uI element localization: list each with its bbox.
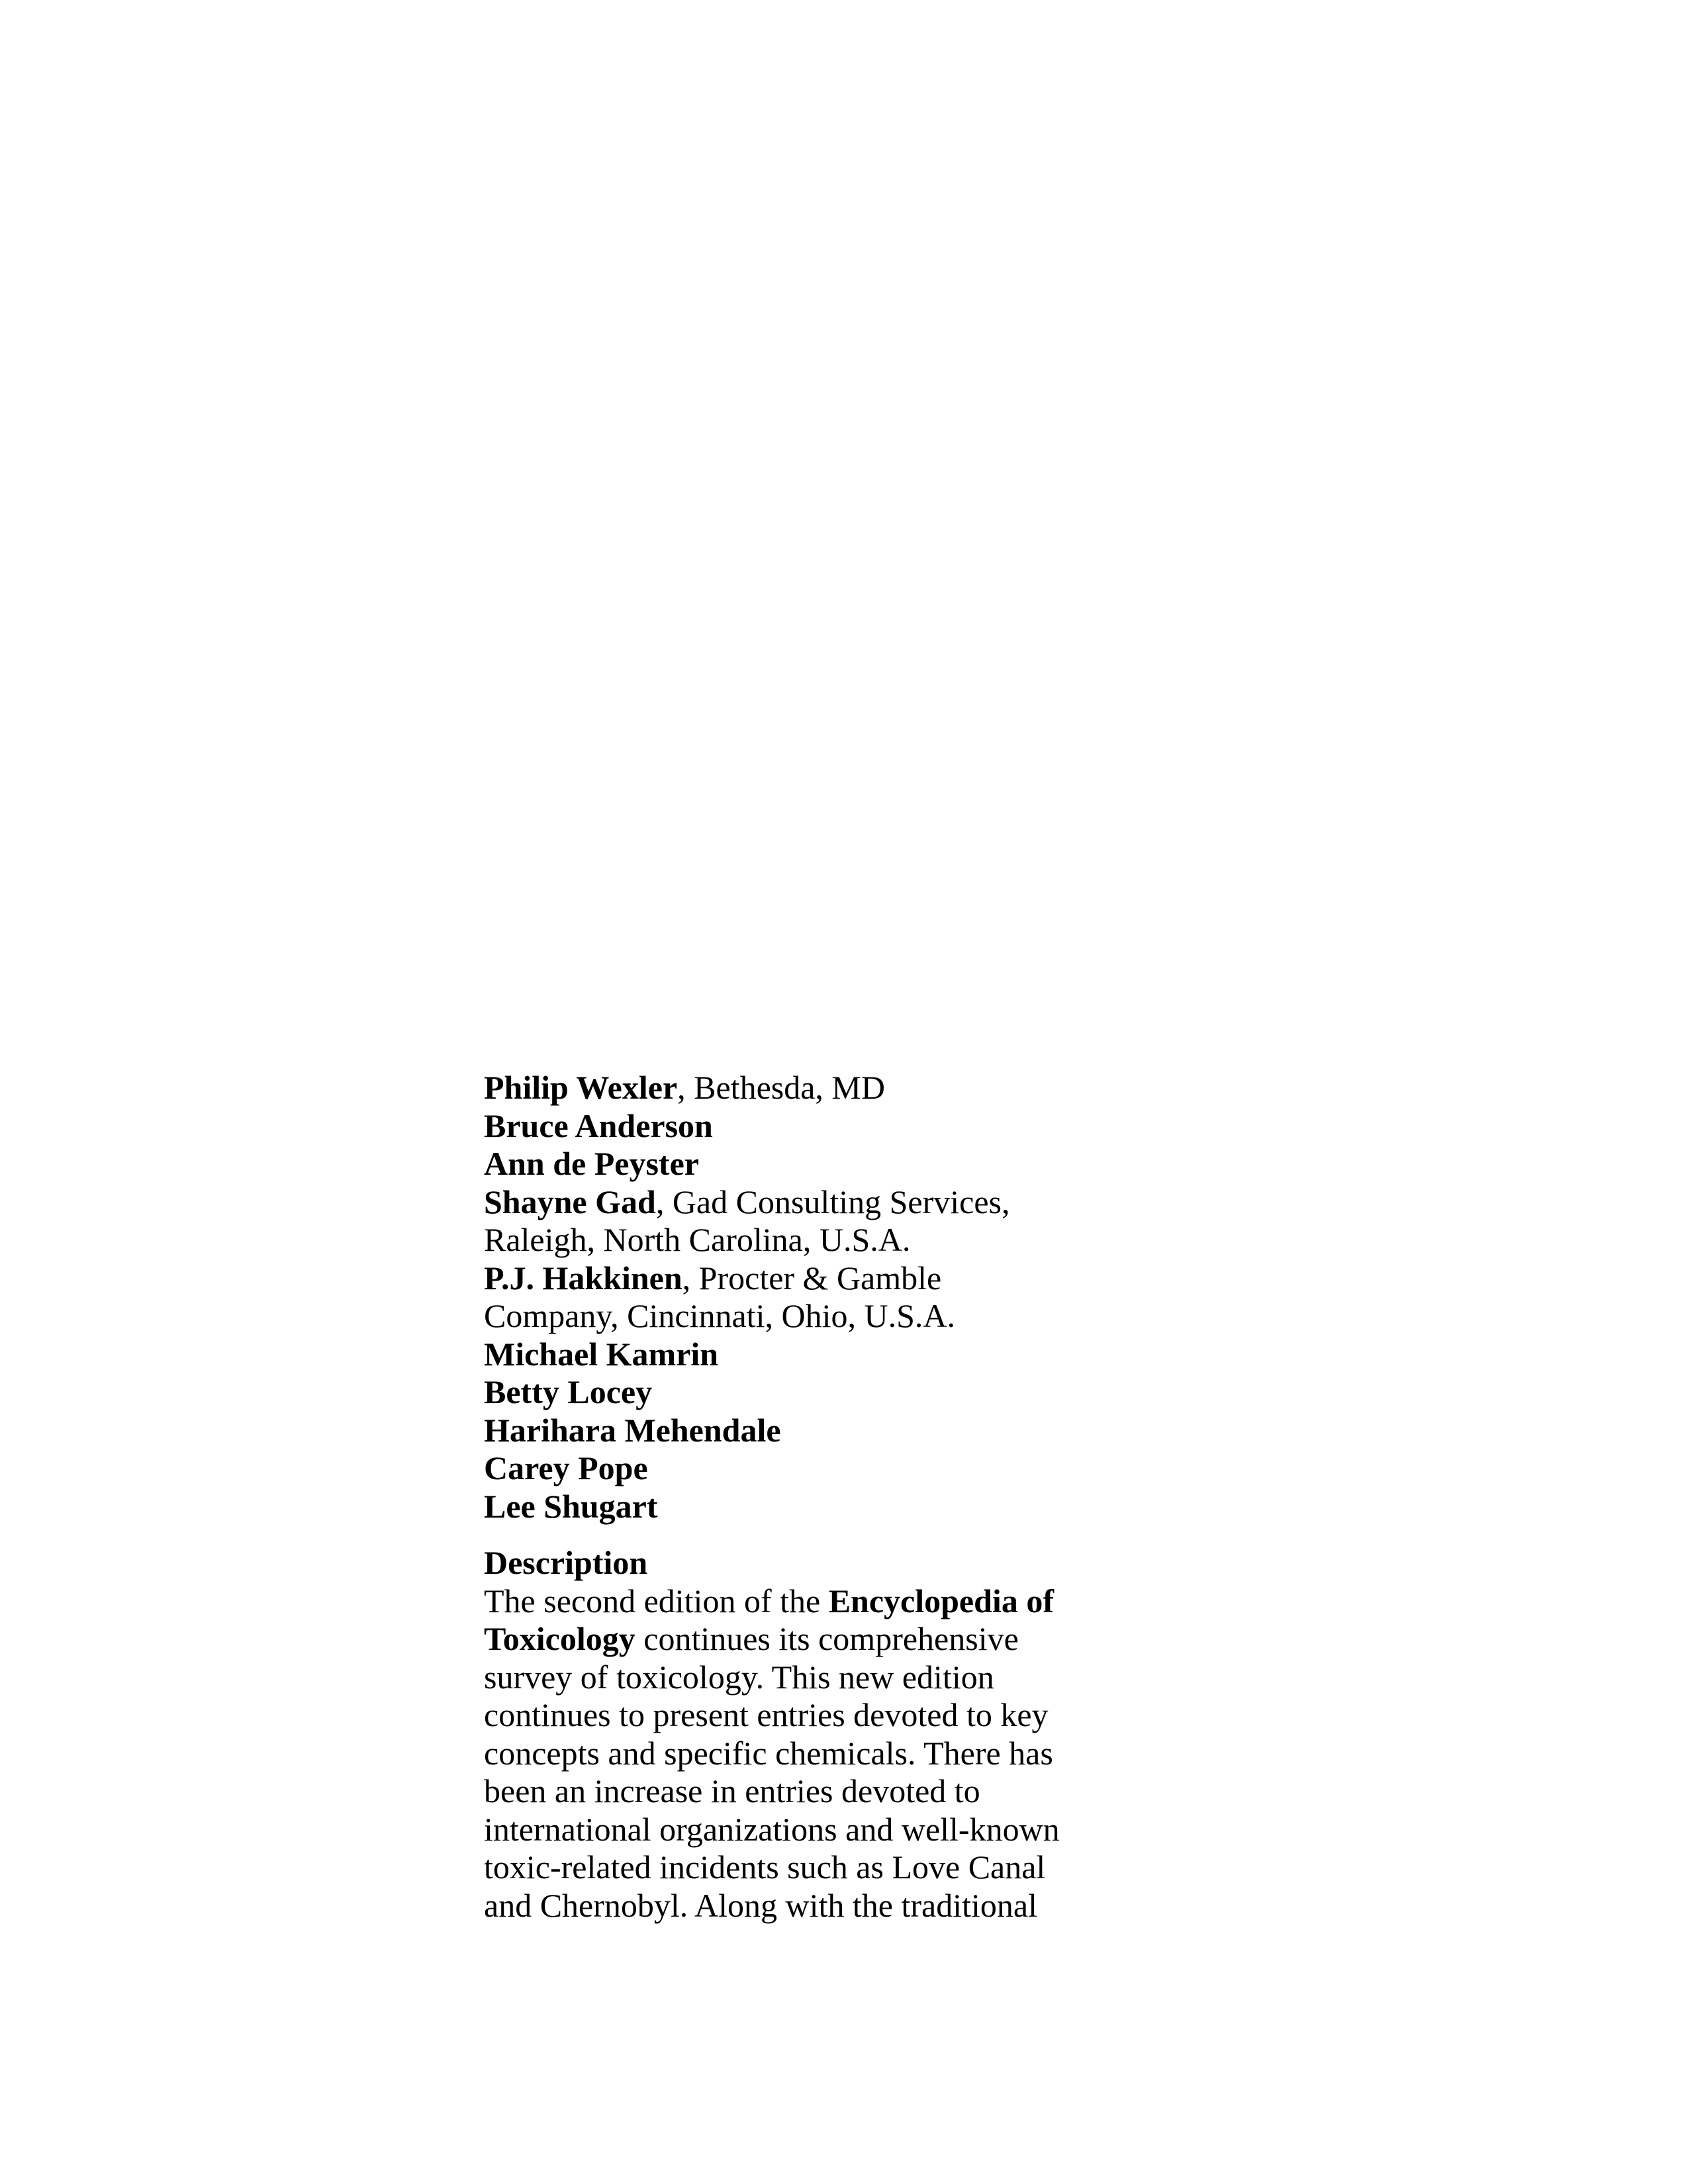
contributor-name: Michael Kamrin — [484, 1335, 719, 1373]
book-title: Toxicology — [484, 1620, 635, 1657]
document-column — [484, 1069, 1146, 1925]
contributor-line — [484, 1183, 1146, 1222]
description-line: toxic-related incidents such as Love Canal — [484, 1848, 1046, 1886]
contributor-line — [484, 1259, 1146, 1298]
contributor-affiliation: , Procter & Gamble — [682, 1259, 942, 1297]
description-line: survey of toxicology. This new edition — [484, 1658, 994, 1696]
contributor-name: Philip Wexler — [484, 1069, 678, 1106]
contributor-name: Ann de Peyster — [484, 1145, 699, 1182]
contributor-name: Betty Locey — [484, 1373, 653, 1410]
contributor-line — [484, 1449, 1146, 1488]
description-text: continues its comprehensive — [635, 1620, 1019, 1657]
description-line: concepts and specific chemicals. There has — [484, 1734, 1053, 1772]
contributor-line — [484, 1488, 1146, 1526]
contributor-line — [484, 1145, 1146, 1183]
contributor-name: P.J. Hakkinen — [484, 1259, 682, 1297]
contributor-line — [484, 1107, 1146, 1146]
description-line: and Chernobyl. Along with the traditional — [484, 1886, 1037, 1924]
description-line: continues to present entries devoted to key — [484, 1696, 1049, 1733]
contributor-name: Lee Shugart — [484, 1487, 658, 1525]
contributor-affiliation-continued: Raleigh, North Carolina, U.S.A. — [484, 1221, 911, 1258]
description-line — [484, 1620, 1146, 1659]
book-title: Encyclopedia of — [828, 1582, 1054, 1619]
contributor-line — [484, 1373, 1146, 1412]
contributor-line — [484, 1412, 1146, 1450]
contributor-name: Harihara Mehendale — [484, 1411, 781, 1449]
contributor-line — [484, 1336, 1146, 1374]
description-line — [484, 1582, 1146, 1621]
contributor-name: Carey Pope — [484, 1449, 648, 1486]
contributor-line — [484, 1069, 1146, 1107]
section-gap — [484, 1525, 1146, 1544]
contributor-affiliation: , Gad Consulting Services, — [655, 1183, 1010, 1220]
description-text: The second edition of the — [484, 1582, 829, 1619]
description-heading — [484, 1544, 1146, 1582]
contributor-name: Shayne Gad — [484, 1183, 656, 1220]
description-line: international organizations and well-known — [484, 1810, 1060, 1848]
contributor-name: Bruce Anderson — [484, 1107, 713, 1144]
contributor-affiliation-continued: Company, Cincinnati, Ohio, U.S.A. — [484, 1297, 956, 1334]
contributor-affiliation: , Bethesda, MD — [677, 1069, 885, 1106]
description-heading-text: Description — [484, 1544, 648, 1581]
description-line: been an increase in entries devoted to — [484, 1772, 980, 1809]
